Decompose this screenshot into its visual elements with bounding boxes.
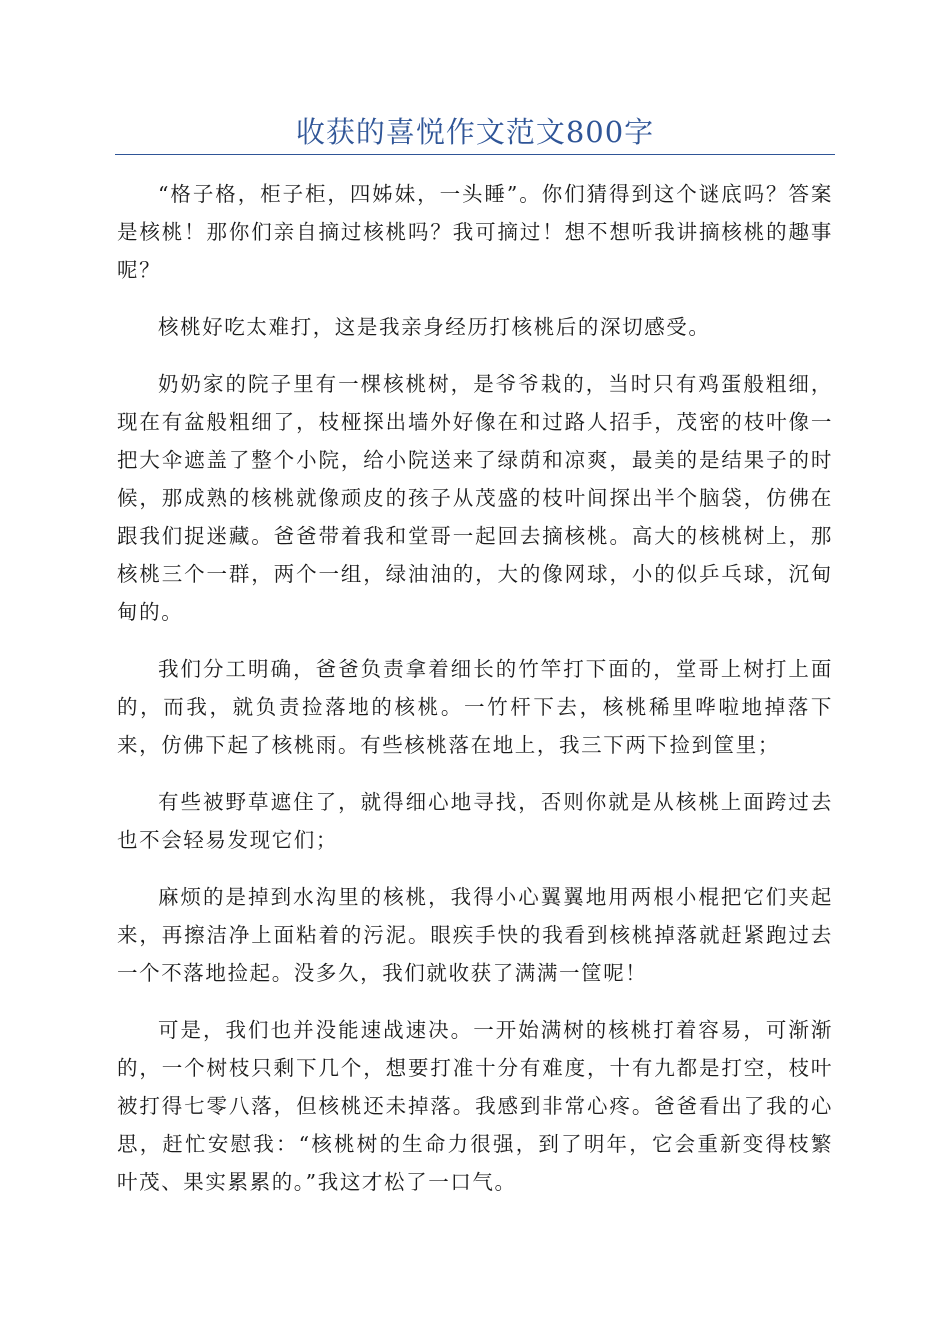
paragraph-3: 奶奶家的院子里有一棵核桃树，是爷爷栽的，当时只有鸡蛋般粗细，现在有盆般粗细了，枝桠探出墙外好像在和过路人招手，茂密的枝叶像一把大伞遮盖了整个小院，给小院送来了绿荫和凉爽，最美的是结果子的时候，那成熟的核桃就像顽皮的孩子从茂盛的枝叶间探出半个脑袋，仿佛在跟我们捉迷藏。爸爸带着我和堂哥一起回去摘核桃。高大的核桃树上，那核桃三个一群，两个一组，绿油油的，大的像网球，小的似乒乓球，沉甸甸的。 (117, 372, 833, 624)
paragraph-7: 可是，我们也并没能速战速决。一开始满树的核桃打着容易，可渐渐的，一个树枝只剩下几个，想要打准十分有难度，十有九都是打空，枝叶被打得七零八落，但核桃还未掉落。我感到非常心疼。爸爸看出了我的心思，赶忙安慰我：“核桃树的生命力很强，到了明年，它会重新变得枝繁叶茂、果实累累的。”我这才松了一口气。 (117, 1018, 833, 1194)
paragraph-6: 麻烦的是掉到水沟里的核桃，我得小心翼翼地用两根小棍把它们夹起来，再擦洁净上面粘着的污泥。眼疾手快的我看到核桃掉落就赶紧跑过去一个不落地捡起。没多久，我们就收获了满满一筐呢！ (117, 885, 833, 985)
article-body (117, 175, 833, 1220)
title-underline (115, 154, 835, 155)
page-title: 收获的喜悦作文范文800字 (295, 115, 655, 149)
paragraph-5: 有些被野草遮住了，就得细心地寻找，否则你就是从核桃上面跨过去也不会轻易发现它们； (117, 790, 833, 852)
paragraph-1: “格子格，柜子柜，四姊妹，一头睡”。你们猜得到这个谜底吗？答案是核桃！那你们亲自摘过核桃吗？我可摘过！想不想听我讲摘核桃的趣事呢？ (117, 182, 833, 282)
paragraph-2: 核桃好吃太难打，这是我亲身经历打核桃后的深切感受。 (158, 315, 711, 339)
paragraph-4: 我们分工明确，爸爸负责拿着细长的竹竿打下面的，堂哥上树打上面的，而我，就负责捡落地的核桃。一竹杆下去，核桃稀里哗啦地掉落下来，仿佛下起了核桃雨。有些核桃落在地上，我三下两下捡到筐里； (117, 657, 833, 757)
